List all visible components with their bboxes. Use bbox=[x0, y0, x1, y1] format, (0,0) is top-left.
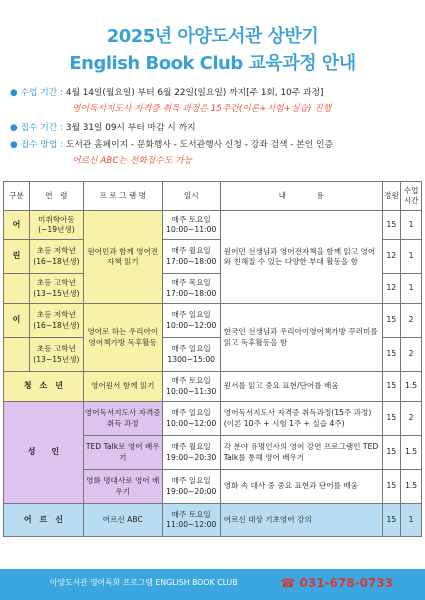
reception-label: 접수 기간 : bbox=[20, 123, 64, 133]
cell-hours: 1 bbox=[401, 504, 422, 537]
category-kids-2: 린 bbox=[4, 240, 30, 274]
cell-program: 영어로 하는 우리아이영어책가방 독후활동 bbox=[83, 304, 162, 372]
bullet-icon: ● bbox=[10, 140, 18, 150]
cell-content: 영화 속 대사 중 중요 표현과 단어를 배움 bbox=[220, 470, 382, 504]
bullet-icon: ● bbox=[10, 88, 18, 98]
header-program: 프 로 그 램 명 bbox=[83, 182, 162, 211]
cell-capacity: 15 bbox=[382, 304, 401, 338]
header-division: 구분 bbox=[4, 182, 30, 211]
cell-content: 어르신 대상 기초영어 강의 bbox=[220, 504, 382, 537]
cell-program: 어르신 ABC bbox=[83, 504, 162, 537]
cell-schedule: 매주 토요일 10:00~11:00 bbox=[162, 211, 220, 240]
info-method-note bbox=[72, 155, 422, 167]
period-value: 4월 14일(월요일) 부터 6월 22일(일요일) 까지[주 1회, 10주 과정] bbox=[65, 88, 324, 98]
cell-age: 미취학아동 (~19년생) bbox=[29, 211, 83, 240]
cell-content: 원서를 읽고 중요 표현/단어를 배움 bbox=[220, 372, 382, 402]
cell-capacity: 15 bbox=[382, 338, 401, 372]
footer-text: 아양도서관 영어독화 프로그램 ENGLISH BOOK CLUB bbox=[50, 578, 238, 587]
cell-schedule: 매주 월요일 17:00~18:00 bbox=[162, 240, 220, 274]
footer-bar bbox=[0, 569, 425, 600]
reception-value: 3월 31일 09시 부터 마감 시 까지 bbox=[65, 123, 196, 133]
cell-program: 원어민과 함께 영어전자책 읽기 bbox=[83, 211, 162, 304]
cell-age: 초등 저학년 (16~18년생) bbox=[29, 240, 83, 274]
footer-phone: ☎ 031-678-0733 bbox=[280, 576, 393, 590]
method-value: 도서관 홈페이지 - 문화행사 - 도서관행사 신청 - 강좌 검색 - 본인 인증 bbox=[65, 140, 334, 150]
cell-hours: 1.5 bbox=[401, 372, 422, 402]
category-kids-spacer bbox=[4, 274, 30, 304]
cell-program: 영화 명대사로 영어 배우기 bbox=[83, 470, 162, 504]
cell-program: 영어원서 함께 읽기 bbox=[83, 372, 162, 402]
schedule-table bbox=[3, 181, 422, 537]
info-period-note bbox=[72, 103, 422, 115]
category-kids-spacer bbox=[4, 338, 30, 372]
cell-schedule: 매주 목요일 17:00~18:00 bbox=[162, 274, 220, 304]
cell-hours: 1.5 bbox=[401, 436, 422, 470]
cell-schedule: 매주 토요일 11:00~12:00 bbox=[162, 504, 220, 537]
header-content: 내 용 bbox=[220, 182, 382, 211]
category-adult: 성 인 bbox=[4, 402, 84, 504]
cell-hours: 1 bbox=[401, 211, 422, 240]
cell-content: 각 분야 유명인사의 영어 강연 프로그램인 TED Talk를 통해 영어 배우기 bbox=[220, 436, 382, 470]
cell-age: 초등 고학년 (13~15년생) bbox=[29, 338, 83, 372]
period-note: 영어독서지도사 자격증 취득 과정은 15주간(이론+시험+실습) 진행 bbox=[72, 104, 332, 114]
header-age: 연 령 bbox=[29, 182, 83, 211]
cell-hours: 1 bbox=[401, 274, 422, 304]
cell-schedule: 매주 일요일 19:00~20:00 bbox=[162, 470, 220, 504]
cell-hours: 2 bbox=[401, 338, 422, 372]
title-line-2: English Book Club 교육과정 안내 bbox=[69, 53, 356, 74]
cell-capacity: 15 bbox=[382, 436, 401, 470]
header-hours: 수업 시간 bbox=[401, 182, 422, 211]
cell-capacity: 15 bbox=[382, 402, 401, 436]
info-reception bbox=[10, 122, 420, 134]
cell-content: 원어민 선생님과 영어전자책을 함께 읽고 영어와 친해질 수 있는 다양한 부대 활동을 함 bbox=[220, 211, 382, 304]
category-senior: 어 르 신 bbox=[4, 504, 84, 537]
cell-schedule: 매주 일요일 1300~15:00 bbox=[162, 338, 220, 372]
cell-capacity: 15 bbox=[382, 470, 401, 504]
cell-schedule: 매주 월요일 19:00~20:30 bbox=[162, 436, 220, 470]
cell-program: 영어독서지도사 자격증 취득 과정 bbox=[83, 402, 162, 436]
cell-age: 초등 고학년 (13~15년생) bbox=[29, 274, 83, 304]
cell-content: 영어독서지도사 자격증 취득과정(15주 과정) (이론 10주 + 시험 1주 + 실습 4주) bbox=[220, 402, 382, 436]
period-label: 수업 기간 : bbox=[20, 88, 64, 98]
info-method bbox=[10, 139, 420, 151]
cell-hours: 1.5 bbox=[401, 470, 422, 504]
cell-age: 초등 저학년 (16~18년생) bbox=[29, 304, 83, 338]
cell-content: 한국인 선생님과 우리아이영어책가방 꾸러미를 읽고 독후활동을 함 bbox=[220, 304, 382, 372]
cell-hours: 2 bbox=[401, 402, 422, 436]
cell-program: TED Talk로 영어 배우기 bbox=[83, 436, 162, 470]
method-note: 어르신 ABC는 전화접수도 가능 bbox=[72, 156, 193, 166]
cell-capacity: 15 bbox=[382, 211, 401, 240]
cell-hours: 1 bbox=[401, 240, 422, 274]
cell-schedule: 매주 토요일 10:00~11:30 bbox=[162, 372, 220, 402]
bullet-icon: ● bbox=[10, 123, 18, 133]
category-kids-3: 이 bbox=[4, 304, 30, 338]
cell-capacity: 12 bbox=[382, 274, 401, 304]
table-row bbox=[4, 504, 422, 537]
cell-capacity: 12 bbox=[382, 240, 401, 274]
category-teen: 청 소 년 bbox=[4, 372, 84, 402]
header-capacity: 정원 bbox=[382, 182, 401, 211]
table-row bbox=[4, 402, 422, 436]
info-period bbox=[10, 87, 420, 99]
method-label: 접수 방법 : bbox=[20, 140, 64, 150]
cell-capacity: 15 bbox=[382, 372, 401, 402]
table-row bbox=[4, 372, 422, 402]
cell-capacity: 15 bbox=[382, 504, 401, 537]
header-schedule: 일시 bbox=[162, 182, 220, 211]
category-kids-1: 어 bbox=[4, 211, 30, 240]
table-row bbox=[4, 211, 422, 240]
cell-schedule: 매주 일요일 10:00~12:00 bbox=[162, 304, 220, 338]
title-line-1: 2025년 아양도서관 상반기 bbox=[106, 26, 319, 47]
table-row bbox=[4, 304, 422, 338]
cell-schedule: 매주 일요일 10:00~12:00 bbox=[162, 402, 220, 436]
cell-hours: 2 bbox=[401, 304, 422, 338]
